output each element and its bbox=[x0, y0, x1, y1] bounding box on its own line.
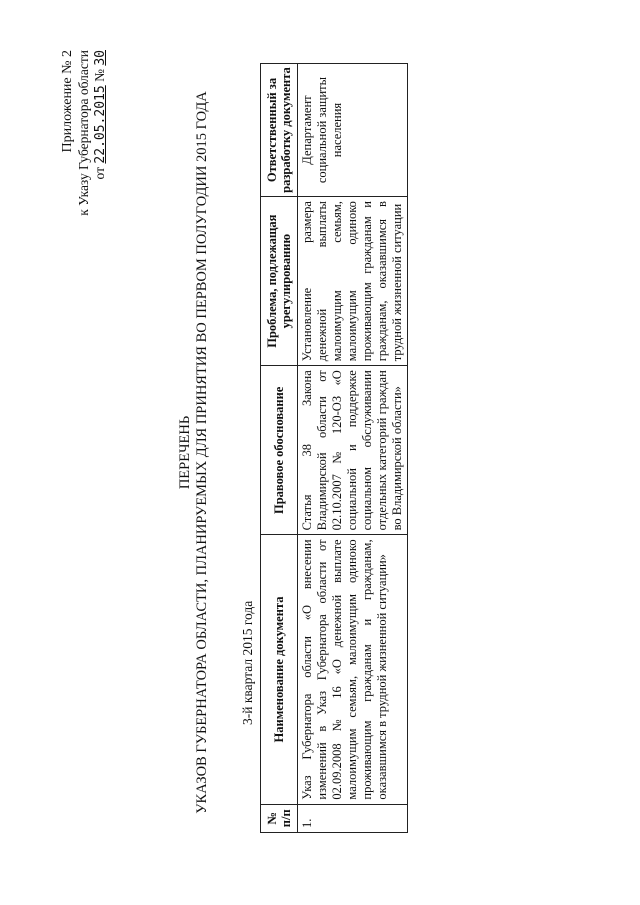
date-prefix: от bbox=[92, 166, 107, 180]
cell-problem: Установление размера денежной выплаты малоимущим семьям, малоимущим одиноко проживающим гражданам и гражданам, оказавшимся в трудной жизненной ситуации bbox=[298, 197, 408, 366]
header-legal: Правовое обоснование bbox=[261, 366, 298, 535]
appendix-number: Приложение № 2 bbox=[60, 50, 75, 153]
appendix-doc-number: 30 bbox=[93, 50, 108, 66]
table-row bbox=[298, 64, 408, 833]
header-responsible: Ответственный за разработку документа bbox=[261, 64, 298, 197]
cell-legal: Статья 38 Закона Владимирской области от 02.10.2007 № 120-ОЗ «О социальной и поддержке социальном обслуживании отдельных категорий граждан во Владимирской области» bbox=[298, 366, 408, 535]
document-title bbox=[177, 0, 211, 905]
documents-table bbox=[260, 63, 408, 833]
cell-num: 1. bbox=[298, 804, 408, 832]
cell-responsible: Департамент социальной защиты населения bbox=[298, 64, 408, 197]
header-problem: Проблема, подлежащая урегулированию bbox=[261, 197, 298, 366]
appendix-reference: к Указу Губернатора области bbox=[76, 50, 91, 216]
appendix-block bbox=[60, 50, 109, 216]
title-line-2: УКАЗОВ ГУБЕРНАТОРА ОБЛАСТИ, ПЛАНИРУЕМЫХ ДЛЯ ПРИНЯТИЯ ВО ПЕРВОМ ПОЛУГОДИИ 2015 ГОДА bbox=[194, 91, 210, 814]
title-line-1: ПЕРЕЧЕНЬ bbox=[177, 415, 193, 490]
header-num: № п/п bbox=[261, 804, 298, 832]
appendix-date: 22.05.2015 bbox=[93, 85, 108, 164]
header-name: Наименование документа bbox=[261, 535, 298, 804]
cell-name: Указ Губернатора области «О внесении изменений в Указ Губернатора области от 02.09.2008 № 16 «О денежной выплате малоимущим семьям, малоимущим одиноко проживающим гражданам и гражданам, оказавшимся в трудной жизненной ситуации» bbox=[298, 535, 408, 804]
table-header-row bbox=[261, 64, 298, 833]
number-prefix: № bbox=[92, 69, 107, 82]
appendix-date-line bbox=[92, 50, 109, 216]
period-label: 3-й квартал 2015 года bbox=[240, 600, 255, 725]
